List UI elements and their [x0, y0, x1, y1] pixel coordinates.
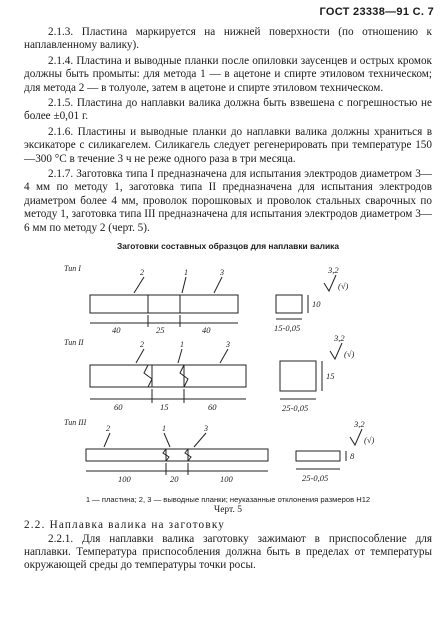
paragraph-2-1-4: 2.1.4. Пластина и выводные планки после опиловки заусенцев и острых кромок должны быть промыты: для метода 1 — в ацетоне и спирте этиловом техническом; для метода 2 — в толуоле, затем в ацетоне и спирте этиловом техническом.	[24, 54, 432, 94]
technical-drawing	[24, 253, 432, 493]
t1-roughness: 3,2	[328, 265, 339, 276]
t1-section	[276, 295, 302, 313]
t2-part-3: 3	[226, 340, 230, 350]
t2-dim-3: 60	[208, 402, 217, 413]
t1-part-3: 3	[220, 268, 224, 278]
t2-plank-left	[90, 365, 152, 387]
t3-dim-2: 20	[170, 474, 179, 485]
document-body	[24, 26, 432, 575]
t2-part-1: 1	[180, 340, 184, 350]
t1-plank-left	[90, 295, 148, 313]
page-header: ГОСТ 23338—91 С. 7	[319, 6, 434, 18]
t2-roughness: 3,2	[334, 333, 345, 344]
t3-roughness: 3,2	[354, 419, 365, 430]
t2-plank-right	[184, 365, 246, 387]
drawing-svg	[24, 253, 432, 493]
t3-plank-right	[188, 449, 268, 461]
figure-title: Заготовки составных образцов для наплавки валика	[116, 241, 340, 252]
type-2-label: Тип II	[64, 338, 84, 348]
paragraph-2-1-7: 2.1.7. Заготовка типа I предназначена для испытания электродов диаметром 3—4 мм по методу 1, заготовка типа II предназначена для испытания электродов диаметром более 4 мм, проволок порошковых и проволок стальных сварочных по методу 1, заготовка типа III предназначена для испытания электродов диаметром 3—6 мм по методу 2 (черт. 5).	[24, 168, 432, 234]
section-title: 2.2. Наплавка валика на заготовку	[24, 519, 226, 532]
t1-dim-1: 40	[112, 325, 121, 336]
t3-plate	[166, 449, 188, 461]
t2-dim-height: 15	[326, 371, 335, 382]
paragraph-2-2-1: 2.2.1. Для наплавки валика заготовку зажимают в приспособление для наплавки. Температура приспособления должна быть в пределах от температуры окружающей среды до температуры точки росы.	[24, 532, 432, 572]
t2-dim-2: 15	[160, 402, 169, 413]
type-3-label: Тип III	[64, 418, 87, 428]
t3-dim-width: 25-0,05	[302, 473, 329, 484]
t1-roughness-mark: (√)	[338, 281, 349, 292]
t3-part-1: 1	[162, 424, 166, 434]
paragraph-2-1-5: 2.1.5. Пластина до наплавки валика должна быть взвешена с погрешностью не более ±0,01 г.	[24, 97, 432, 123]
paragraph-2-1-6: 2.1.6. Пластины и выводные планки до наплавки валика должны храниться в эксикаторе с силикагелем. Силикагель следует регенерировать при температуре 150—300 °С в течение 3 ч не реже одного раза в три месяца.	[24, 125, 432, 165]
t3-section	[296, 451, 340, 461]
t2-section	[280, 361, 316, 391]
t1-part-2: 2	[140, 268, 144, 278]
figure-number: Черт. 5	[214, 505, 242, 516]
t3-dim-3: 100	[220, 474, 233, 485]
t2-dim-width: 25-0,05	[282, 403, 309, 414]
t3-plank-left	[86, 449, 166, 461]
t1-dim-2: 25	[156, 325, 165, 336]
type-1-label: Тип I	[64, 264, 81, 274]
t1-part-1: 1	[184, 268, 188, 278]
t1-plank-right	[180, 295, 238, 313]
t3-roughness-mark: (√)	[364, 435, 375, 446]
figure-note: 1 — пластина; 2, 3 — выводные планки; неуказанные отклонения размеров Н12	[85, 495, 371, 505]
paragraph-2-1-3: 2.1.3. Пластина маркируется на нижней поверхности (по отношению к наплавленному валику).	[24, 26, 432, 52]
t1-dim-width: 15-0,05	[274, 323, 301, 334]
t1-plate	[148, 295, 180, 313]
t3-part-2: 2	[106, 424, 110, 434]
t3-dim-height: 8	[350, 451, 355, 462]
t2-roughness-mark: (√)	[344, 349, 355, 360]
t3-part-3: 3	[204, 424, 208, 434]
t1-dim-3: 40	[202, 325, 211, 336]
t2-plate	[152, 365, 184, 387]
t2-part-2: 2	[140, 340, 144, 350]
t1-dim-height: 10	[312, 299, 321, 310]
t3-dim-1: 100	[118, 474, 131, 485]
t2-dim-1: 60	[114, 402, 123, 413]
